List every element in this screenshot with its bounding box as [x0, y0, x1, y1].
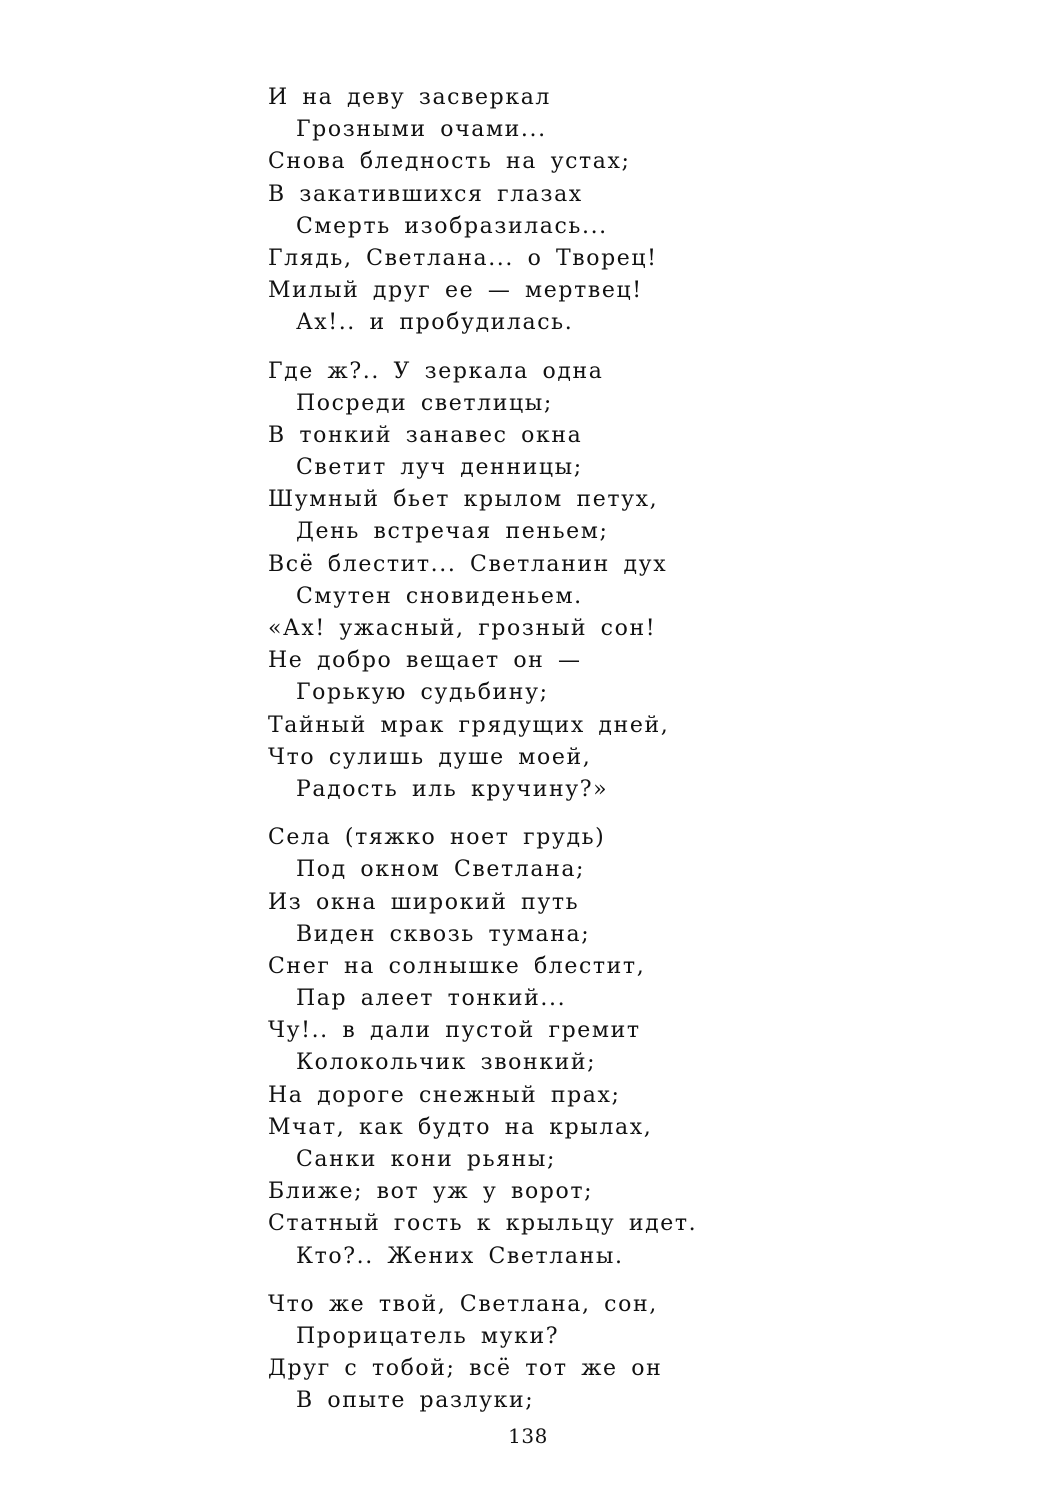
- poem-line: Радость иль кручину?»: [296, 776, 609, 802]
- poem-line: Светит луч денницы;: [296, 455, 583, 481]
- poem-text: [268, 82, 828, 1434]
- poem-line: Снова бледность на устах;: [268, 149, 631, 175]
- poem-line: Виден сквозь тумана;: [296, 921, 591, 947]
- poem-line: Тайный мрак грядущих дней,: [268, 712, 670, 738]
- poem-line: Посреди светлицы;: [296, 390, 553, 416]
- poem-line: В закатившихся глазах: [268, 181, 583, 207]
- poem-line: Грозными очами...: [296, 117, 547, 143]
- poem-line: «Ах! ужасный, грозный сон!: [268, 616, 657, 641]
- poem-line: И на деву засверкал: [268, 85, 552, 110]
- poem-line: Под окном Светлана;: [296, 857, 586, 883]
- poem-line: Шумный бьет крылом петух,: [268, 487, 659, 513]
- poem-line: Горькую судьбину;: [296, 680, 549, 706]
- stanza: [268, 822, 828, 1273]
- poem-line: На дороге снежный прах;: [268, 1082, 621, 1108]
- poem-line: Милый друг ее — мертвец!: [268, 278, 643, 304]
- poem-line: Где ж?.. У зеркала одна: [268, 358, 604, 384]
- stanza: [268, 1289, 828, 1418]
- stanza: [268, 82, 828, 340]
- poem-line: Смутен сновиденьем.: [296, 583, 583, 609]
- poem-line: Не добро вещает он —: [268, 648, 582, 674]
- poem-line: Снег на солнышке блестит,: [268, 953, 646, 979]
- poem-line: Смерть изобразилась...: [296, 213, 608, 239]
- poem-line: Статный гость к крыльцу идет.: [268, 1211, 698, 1237]
- poem-line: Всё блестит... Светланин дух: [268, 551, 668, 577]
- poem-line: Колокольчик звонкий;: [296, 1050, 597, 1076]
- poem-line: Санки кони рьяны;: [296, 1147, 557, 1172]
- poem-line: Ближе; вот уж у ворот;: [268, 1179, 594, 1205]
- poem-line: В опыте разлуки;: [296, 1388, 535, 1414]
- poem-line: В тонкий занавес окна: [268, 422, 583, 448]
- poem-line: Мчат, как будто на крылах,: [268, 1114, 653, 1140]
- poem-line: Из окна широкий путь: [268, 889, 580, 915]
- page-number: 138: [508, 1424, 548, 1448]
- poem-line: Ах!.. и пробудилась.: [296, 310, 574, 336]
- poem-line: Кто?.. Жених Светланы.: [296, 1243, 624, 1269]
- poem-line: Глядь, Светлана... о Творец!: [268, 245, 658, 271]
- poem-line: Друг с тобой; всё тот же он: [268, 1356, 663, 1382]
- poem-line: День встречая пеньем;: [296, 519, 609, 545]
- poem-line: Села (тяжко ноет грудь): [268, 825, 606, 851]
- poem-line: Прорицатель муки?: [296, 1323, 560, 1349]
- poem-line: Чу!.. в дали пустой гремит: [268, 1018, 641, 1044]
- poem-line: Что сулишь душе моей,: [268, 744, 592, 770]
- poem-line: Что же твой, Светлана, сон,: [268, 1291, 658, 1317]
- stanza: [268, 356, 828, 807]
- poem-line: Пар алеет тонкий...: [296, 986, 567, 1012]
